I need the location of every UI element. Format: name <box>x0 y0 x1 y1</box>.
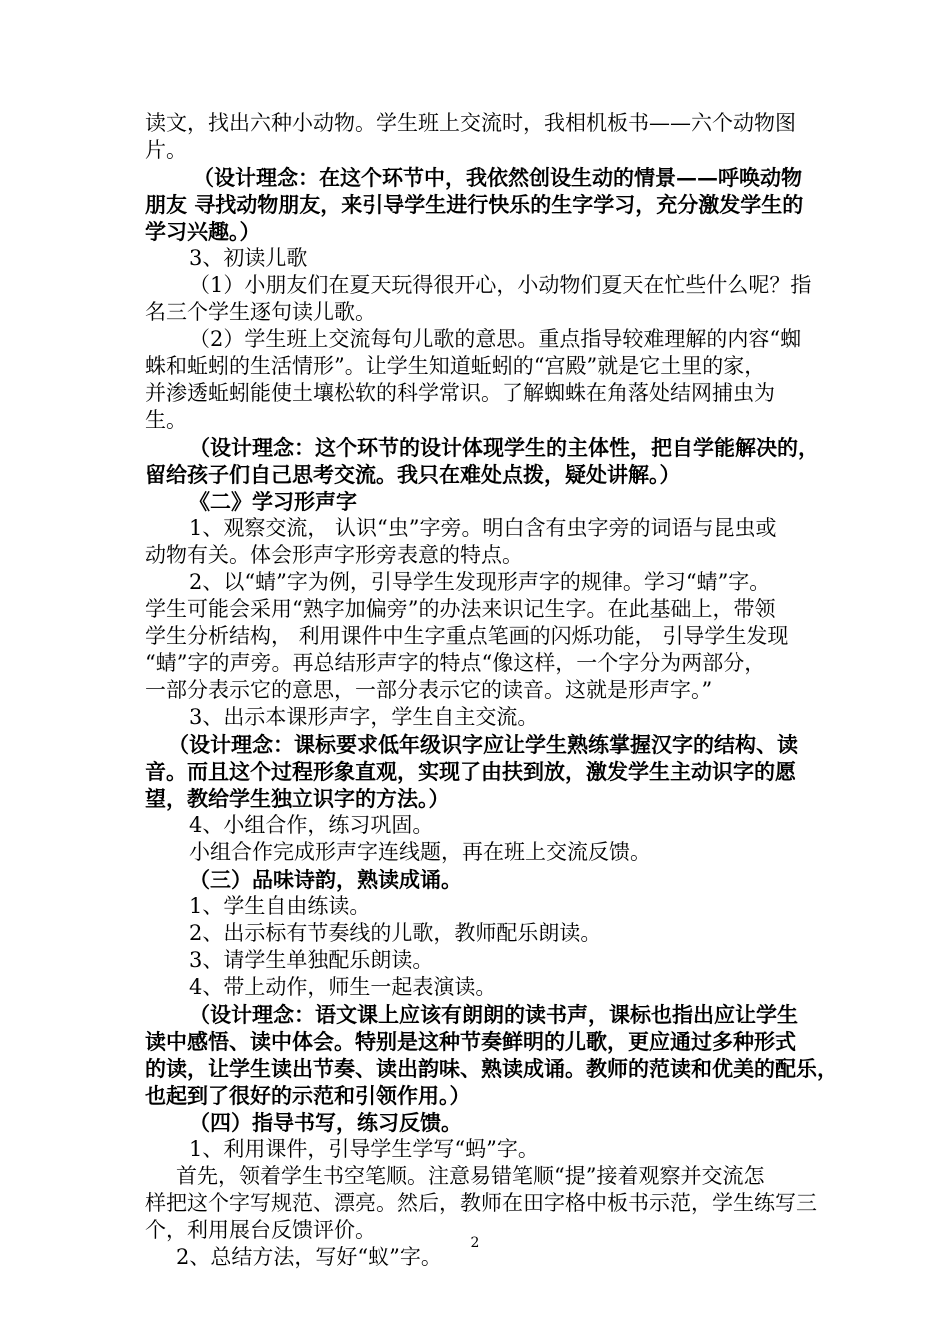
section-heading: （四）指导书写，练习反馈。 <box>189 1110 462 1135</box>
text-line: 名三个学生逐句读儿歌。 <box>145 300 376 324</box>
text-line: 3、出示本课形声字，学生自主交流。 <box>189 705 539 729</box>
text-line: 样把这个字写规范、漂亮。然后，教师在田字格中板书示范，学生练写三 <box>145 1191 817 1215</box>
text-line: 动物有关。体会形声字形旁表意的特点。 <box>145 543 523 567</box>
design-note-line: （设计理念：课标要求低年级识字应让学生熟练掌握汉字的结构、读 <box>168 732 798 757</box>
design-note-line: （设计理念：语文课上应该有朗朗的读书声，课标也指出应让学生 <box>189 1002 798 1027</box>
section-heading: 《二》学习形声字 <box>189 489 357 514</box>
text-line: 4、带上动作，师生一起表演读。 <box>189 975 497 999</box>
design-note-line: 朋友 寻找动物朋友，来引导学生进行快乐的生字学习，充分激发学生的 <box>145 192 804 217</box>
design-note-line: 的读，让学生读出节奏、读出韵味、熟读成诵。教师的范读和优美的配乐， <box>145 1056 838 1081</box>
text-line: 1、利用课件，引导学生学写“蚂”字。 <box>189 1137 539 1161</box>
text-line: 2、以“蜻”字为例，引导学生发现形声字的规律。学习“蜻”字。 <box>189 570 771 594</box>
text-line: “蜻”字的声旁。再总结形声字的特点“像这样，一个字分为两部分， <box>145 651 766 675</box>
design-note-line: 读中感悟、读中体会。特别是这种节奏鲜明的儿歌，更应通过多种形式 <box>145 1029 796 1054</box>
text-line: 蛛和蚯蚓的生活情形”。让学生知道蚯蚓的“宫殿”就是它土里的家， <box>145 354 766 378</box>
text-line: 3、请学生单独配乐朗读。 <box>189 948 434 972</box>
design-note-line: 也起到了很好的示范和引领作用。） <box>145 1083 471 1108</box>
text-line: 首先，领着学生书空笔顺。注意易错笔顺“提”接着观察并交流怎 <box>176 1164 765 1188</box>
design-note-line: 音。而且这个过程形象直观，实现了由扶到放，激发学生主动识字的愿 <box>145 759 796 784</box>
text-line: 1、观察交流， 认识“虫”字旁。明白含有虫字旁的词语与昆虫或 <box>189 516 777 540</box>
design-note-line: （设计理念：这个环节的设计体现学生的主体性，把自学能解决的， <box>189 435 819 460</box>
text-line: 1、学生自由练读。 <box>189 894 371 918</box>
text-line: 生。 <box>145 408 187 432</box>
step-heading: 3、初读儿歌 <box>189 246 308 270</box>
text-line: 一部分表示它的意思，一部分表示它的读音。这就是形声字。” <box>145 678 713 702</box>
text-line: 个，利用展台反馈评价。 <box>145 1218 376 1242</box>
text-line: 学生可能会采用“熟字加偏旁”的办法来识记生字。在此基础上，带领 <box>145 597 776 621</box>
text-line: 2、总结方法，写好“蚁”字。 <box>176 1245 442 1269</box>
text-line: （2）学生班上交流每句儿歌的意思。重点指导较难理解的内容“蜘 <box>189 327 802 351</box>
text-line: 并渗透蚯蚓能使土壤松软的科学常识。了解蜘蛛在角落处结网捕虫为 <box>145 381 775 405</box>
text-line: 4、小组合作，练习巩固。 <box>189 813 434 837</box>
text-line: 片。 <box>145 138 187 162</box>
design-note-line: 学习兴趣。） <box>145 219 261 244</box>
text-line: 读文，找出六种小动物。学生班上交流时，我相机板书——六个动物图 <box>145 111 796 135</box>
page-number: 2 <box>470 1235 480 1251</box>
text-line: 小组合作完成形声字连线题，再在班上交流反馈。 <box>189 840 651 864</box>
text-line: （1）小朋友们在夏天玩得很开心，小动物们夏天在忙些什么呢？指 <box>189 273 812 297</box>
design-note-line: 望，教给学生独立识字的方法。） <box>145 786 450 811</box>
design-note-line: （设计理念：在这个环节中，我依然创设生动的情景——呼唤动物 <box>193 165 802 190</box>
design-note-line: 留给孩子们自己思考交流。我只在难处点拨，疑处讲解。） <box>145 462 681 487</box>
text-line: 学生分析结构， 利用课件中生字重点笔画的闪烁功能， 引导学生发现 <box>145 624 789 648</box>
section-heading: （三）品味诗韵，熟读成诵。 <box>189 867 462 892</box>
text-line: 2、出示标有节奏线的儿歌，教师配乐朗读。 <box>189 921 602 945</box>
